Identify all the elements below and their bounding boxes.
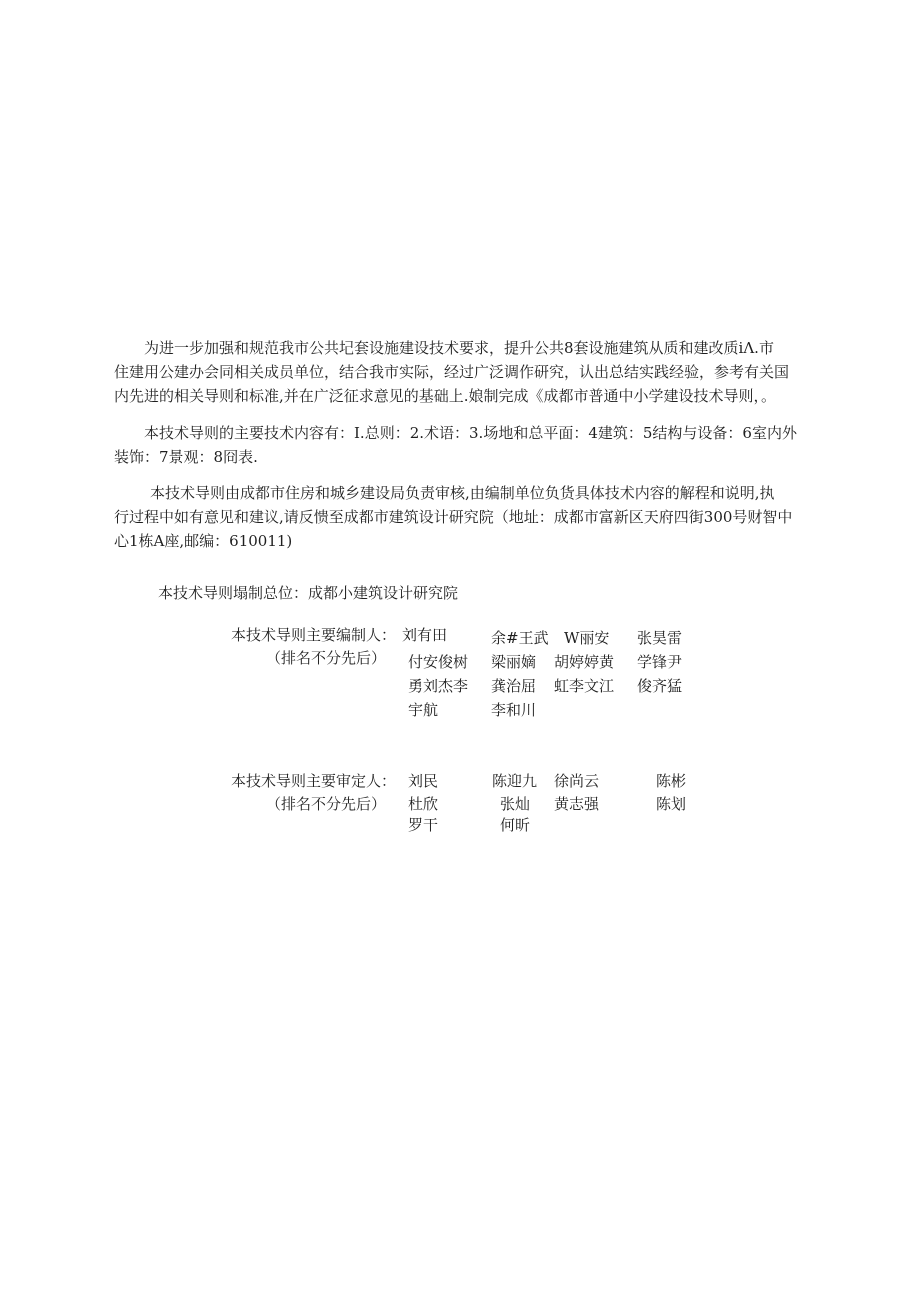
contents-line-2: 装饰：7景观：8冏表.	[114, 448, 258, 466]
review-line-1: 本技术导则由成都市住房和城乡建设局负责审核,由编制单位负货具体技术内容的解程和说明,执	[150, 484, 775, 502]
contents-paragraph	[114, 421, 804, 469]
editor-name: W丽安	[564, 629, 610, 647]
reviewer-name: 陈彬	[656, 772, 687, 790]
editor-name: 梁丽嫡	[491, 653, 537, 671]
editors-label: 本技术导则主要编制人：	[231, 626, 397, 644]
editor-name: 学锋尹	[637, 653, 683, 671]
contents-line-1: 本技术导则的主要技术内容有：I.总则：2.术语：3.场地和总平面：4建筑：5结构与设备：6室内外	[144, 424, 797, 442]
editor-name: 李和川	[491, 701, 537, 719]
editor-name: 勇刘杰李	[408, 677, 469, 695]
editor-name: 虹李文江	[554, 677, 615, 695]
editor-name: 余#王武	[491, 629, 549, 647]
editor-name: 张昊雷	[637, 629, 683, 647]
reviewer-name: 罗干	[408, 816, 439, 834]
intro-paragraph	[114, 336, 804, 408]
reviewer-name: 陈迎九	[492, 772, 538, 790]
editors-note: （排名不分先后）	[266, 649, 387, 667]
editor-name: 胡婷婷黄	[554, 653, 615, 671]
editor-name: 俊齐猛	[637, 677, 683, 695]
review-paragraph	[114, 481, 804, 553]
reviewers-note: （排名不分先后）	[266, 795, 387, 813]
editor-name: 刘有田	[402, 626, 448, 644]
reviewer-name: 黄志强	[554, 795, 600, 813]
reviewer-name: 张灿	[500, 795, 531, 813]
intro-line-3: 内先进的相关导则和标准,并在广泛征求意见的基础上.娘制完成《成都市普通中小学建设技术导则，。	[114, 387, 777, 405]
intro-line-2: 住建用公建办会同相关成员单位，结合我市实际，经过广泛调作研究，认出总结实践经验，参考有关国	[114, 363, 790, 381]
reviewer-name: 杜欣	[408, 795, 439, 813]
reviewer-name: 陈划	[656, 795, 687, 813]
editor-name: 龚治屈	[491, 677, 537, 695]
reviewer-name: 何昕	[500, 816, 531, 834]
editor-name: 付安俊树	[408, 653, 469, 671]
reviewer-name: 刘民	[408, 772, 439, 790]
compiling-unit: 本技术导则塌制总位：成都小建筑设计研究院	[158, 584, 459, 602]
review-line-3: 心1栋A座,邮编：610011)	[114, 532, 293, 550]
intro-line-1: 为进一步加强和规范我市公共圮套设施建设技术要求，提升公共8套设施建筑从质和建改质iΛ.市	[144, 339, 774, 357]
review-line-2: 行过程中如有意见和建议,请反愦至成都市建筑设计研究院（地址：成都市富新区天府四街300号财智中	[114, 508, 793, 526]
editor-name: 宇航	[408, 701, 439, 719]
reviewer-name: 徐尚云	[554, 772, 600, 790]
reviewers-label: 本技术导则主要审定人：	[231, 772, 397, 790]
